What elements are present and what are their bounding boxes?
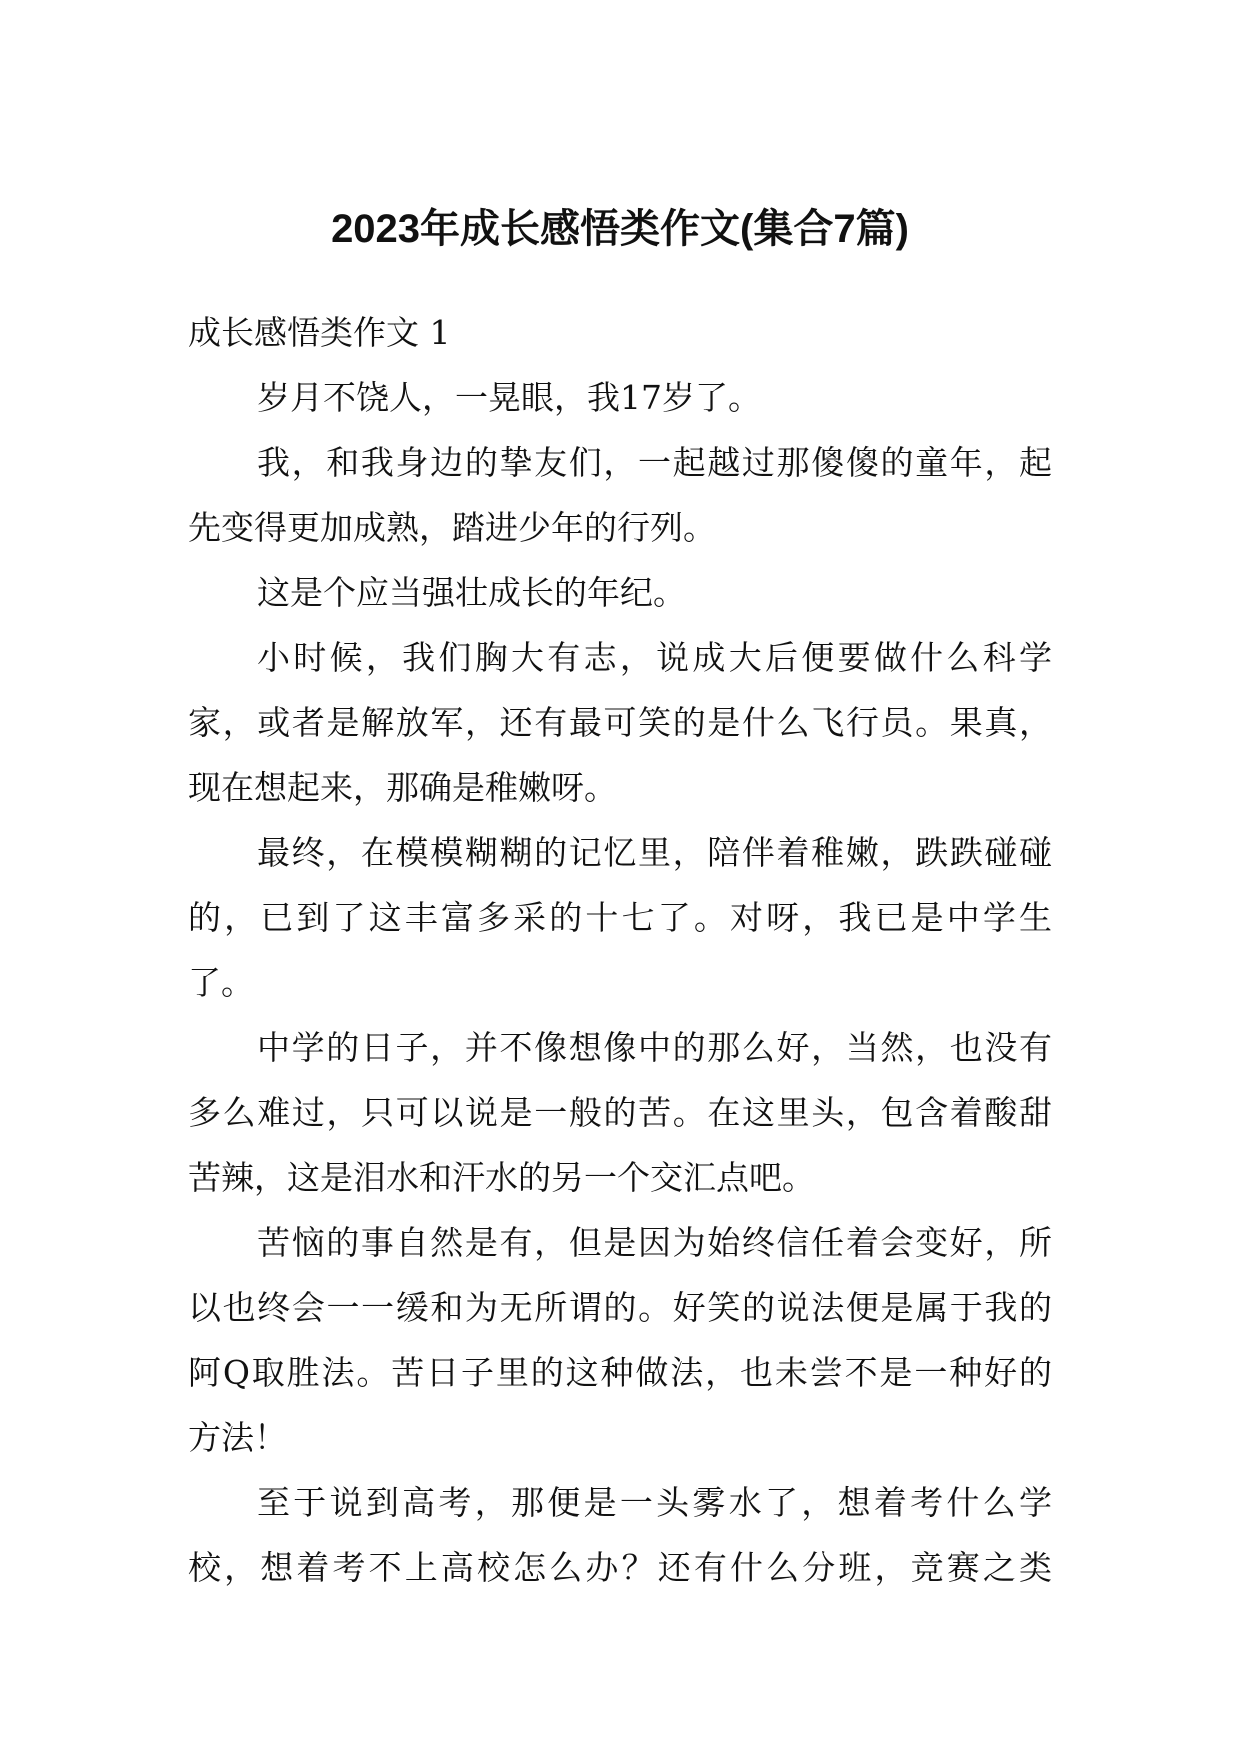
document-title: 2023年成长感悟类作文(集合7篇) <box>331 207 909 251</box>
paragraph-line: 方法！ <box>188 1418 287 1457</box>
paragraph-line: 以也终会一一缓和为无所谓的。好笑的说法便是属于我的 <box>188 1288 1052 1327</box>
paragraph-line: 苦辣，这是泪水和汗水的另一个交汇点吧。 <box>188 1158 815 1197</box>
paragraph-line: 至于说到高考，那便是一头雾水了，想着考什么学 <box>257 1483 1052 1522</box>
paragraph-line: 阿Q取胜法。苦日子里的这种做法，也未尝不是一种好的 <box>188 1353 1052 1392</box>
paragraph-line: 小时候，我们胸大有志，说成大后便要做什么科学 <box>257 638 1052 677</box>
section-heading: 成长感悟类作文 1 <box>188 313 451 352</box>
paragraph-line: 多么难过，只可以说是一般的苦。在这里头，包含着酸甜 <box>188 1093 1052 1132</box>
paragraph-line: 最终，在模模糊糊的记忆里，陪伴着稚嫩，跌跌碰碰 <box>257 833 1052 872</box>
paragraph-line: 了。 <box>188 963 254 1002</box>
paragraph-line: 这是个应当强壮成长的年纪。 <box>257 573 686 612</box>
paragraph-line: 现在想起来，那确是稚嫩呀。 <box>188 768 617 807</box>
paragraph-line: 我，和我身边的挚友们，一起越过那傻傻的童年，起 <box>257 443 1052 482</box>
document-body <box>188 300 1052 1600</box>
paragraph-line: 校，想着考不上高校怎么办？还有什么分班，竞赛之类 <box>188 1548 1052 1587</box>
paragraph-line: 的，已到了这丰富多采的十七了。对呀，我已是中学生 <box>188 898 1052 937</box>
paragraph-line: 先变得更加成熟，踏进少年的行列。 <box>188 508 716 547</box>
paragraph-line: 苦恼的事自然是有，但是因为始终信任着会变好，所 <box>257 1223 1052 1262</box>
paragraph-line: 岁月不饶人，一晃眼，我17岁了。 <box>257 378 761 417</box>
paragraph-line: 家，或者是解放军，还有最可笑的是什么飞行员。果真， <box>188 703 1052 742</box>
paragraph-line: 中学的日子，并不像想像中的那么好，当然，也没有 <box>257 1028 1052 1067</box>
